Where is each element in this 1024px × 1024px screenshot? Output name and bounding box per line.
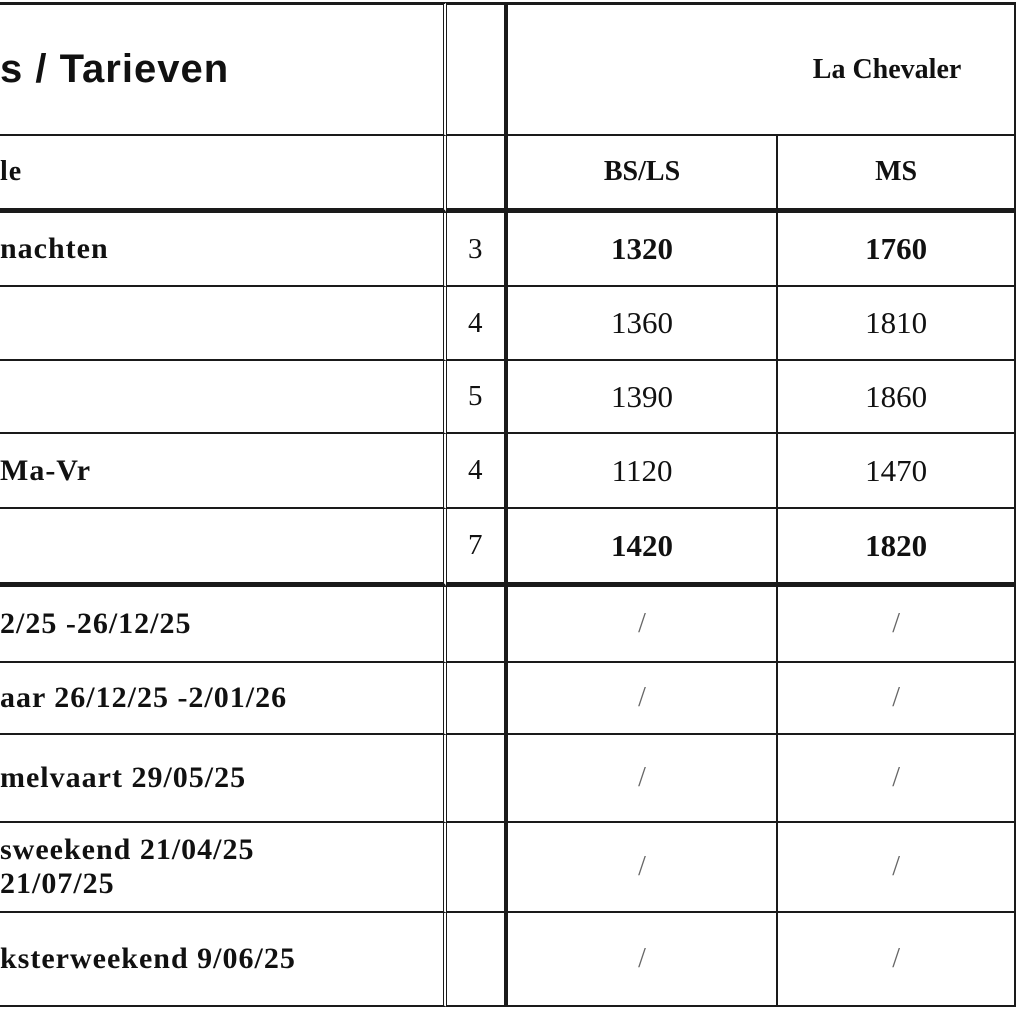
special-period-row <box>0 663 1016 735</box>
period-header: le <box>0 136 447 213</box>
title-spacer-cell <box>447 2 508 136</box>
special-bs-ls-price: / <box>508 823 778 913</box>
special-period-label: melvaart 29/05/25 <box>0 735 447 823</box>
special-nights <box>447 823 508 913</box>
row-bs-ls-price: 1390 <box>508 361 778 434</box>
special-period-label: 2/25 -26/12/25 <box>0 587 447 663</box>
table-row <box>0 213 1016 287</box>
special-ms-price: / <box>778 823 1016 913</box>
special-nights <box>447 587 508 663</box>
ms-header: MS <box>778 136 1016 213</box>
row-label <box>0 361 447 434</box>
row-label <box>0 509 447 587</box>
special-period-row <box>0 735 1016 823</box>
row-nights: 7 <box>447 509 508 587</box>
special-period-row <box>0 823 1016 913</box>
title-row <box>0 2 1016 136</box>
special-period-label: ksterweekend 9/06/25 <box>0 913 447 1007</box>
special-period-label <box>0 823 447 913</box>
row-bs-ls-price: 1120 <box>508 434 778 509</box>
table-row <box>0 287 1016 361</box>
special-period-row <box>0 913 1016 1007</box>
special-bs-ls-price: / <box>508 913 778 1007</box>
row-label: nachten <box>0 213 447 287</box>
special-period-label-line1: sweekend 21/04/25 <box>0 833 255 866</box>
row-nights: 3 <box>447 213 508 287</box>
row-label <box>0 287 447 361</box>
row-ms-price: 1470 <box>778 434 1016 509</box>
special-bs-ls-price: / <box>508 587 778 663</box>
special-ms-price: / <box>778 913 1016 1007</box>
row-nights: 4 <box>447 434 508 509</box>
row-nights: 5 <box>447 361 508 434</box>
column-header-row <box>0 136 1016 213</box>
bs-ls-header: BS/LS <box>508 136 778 213</box>
rates-table <box>0 2 1016 1007</box>
row-bs-ls-price: 1420 <box>508 509 778 587</box>
row-ms-price: 1820 <box>778 509 1016 587</box>
table-row <box>0 434 1016 509</box>
row-ms-price: 1860 <box>778 361 1016 434</box>
special-ms-price: / <box>778 735 1016 823</box>
row-bs-ls-price: 1320 <box>508 213 778 287</box>
page-title: s / Tarieven <box>0 2 447 136</box>
special-nights <box>447 735 508 823</box>
special-bs-ls-price: / <box>508 735 778 823</box>
nights-header <box>447 136 508 213</box>
row-label: Ma-Vr <box>0 434 447 509</box>
special-ms-price: / <box>778 587 1016 663</box>
hotel-name: La Chevaler <box>508 2 1016 136</box>
special-nights <box>447 663 508 735</box>
special-ms-price: / <box>778 663 1016 735</box>
row-ms-price: 1760 <box>778 213 1016 287</box>
special-period-label-line2: 21/07/25 <box>0 867 115 900</box>
row-bs-ls-price: 1360 <box>508 287 778 361</box>
row-ms-price: 1810 <box>778 287 1016 361</box>
special-bs-ls-price: / <box>508 663 778 735</box>
special-nights <box>447 913 508 1007</box>
row-nights: 4 <box>447 287 508 361</box>
table-row <box>0 361 1016 434</box>
special-period-label: aar 26/12/25 -2/01/26 <box>0 663 447 735</box>
table-row <box>0 509 1016 587</box>
special-period-row <box>0 587 1016 663</box>
